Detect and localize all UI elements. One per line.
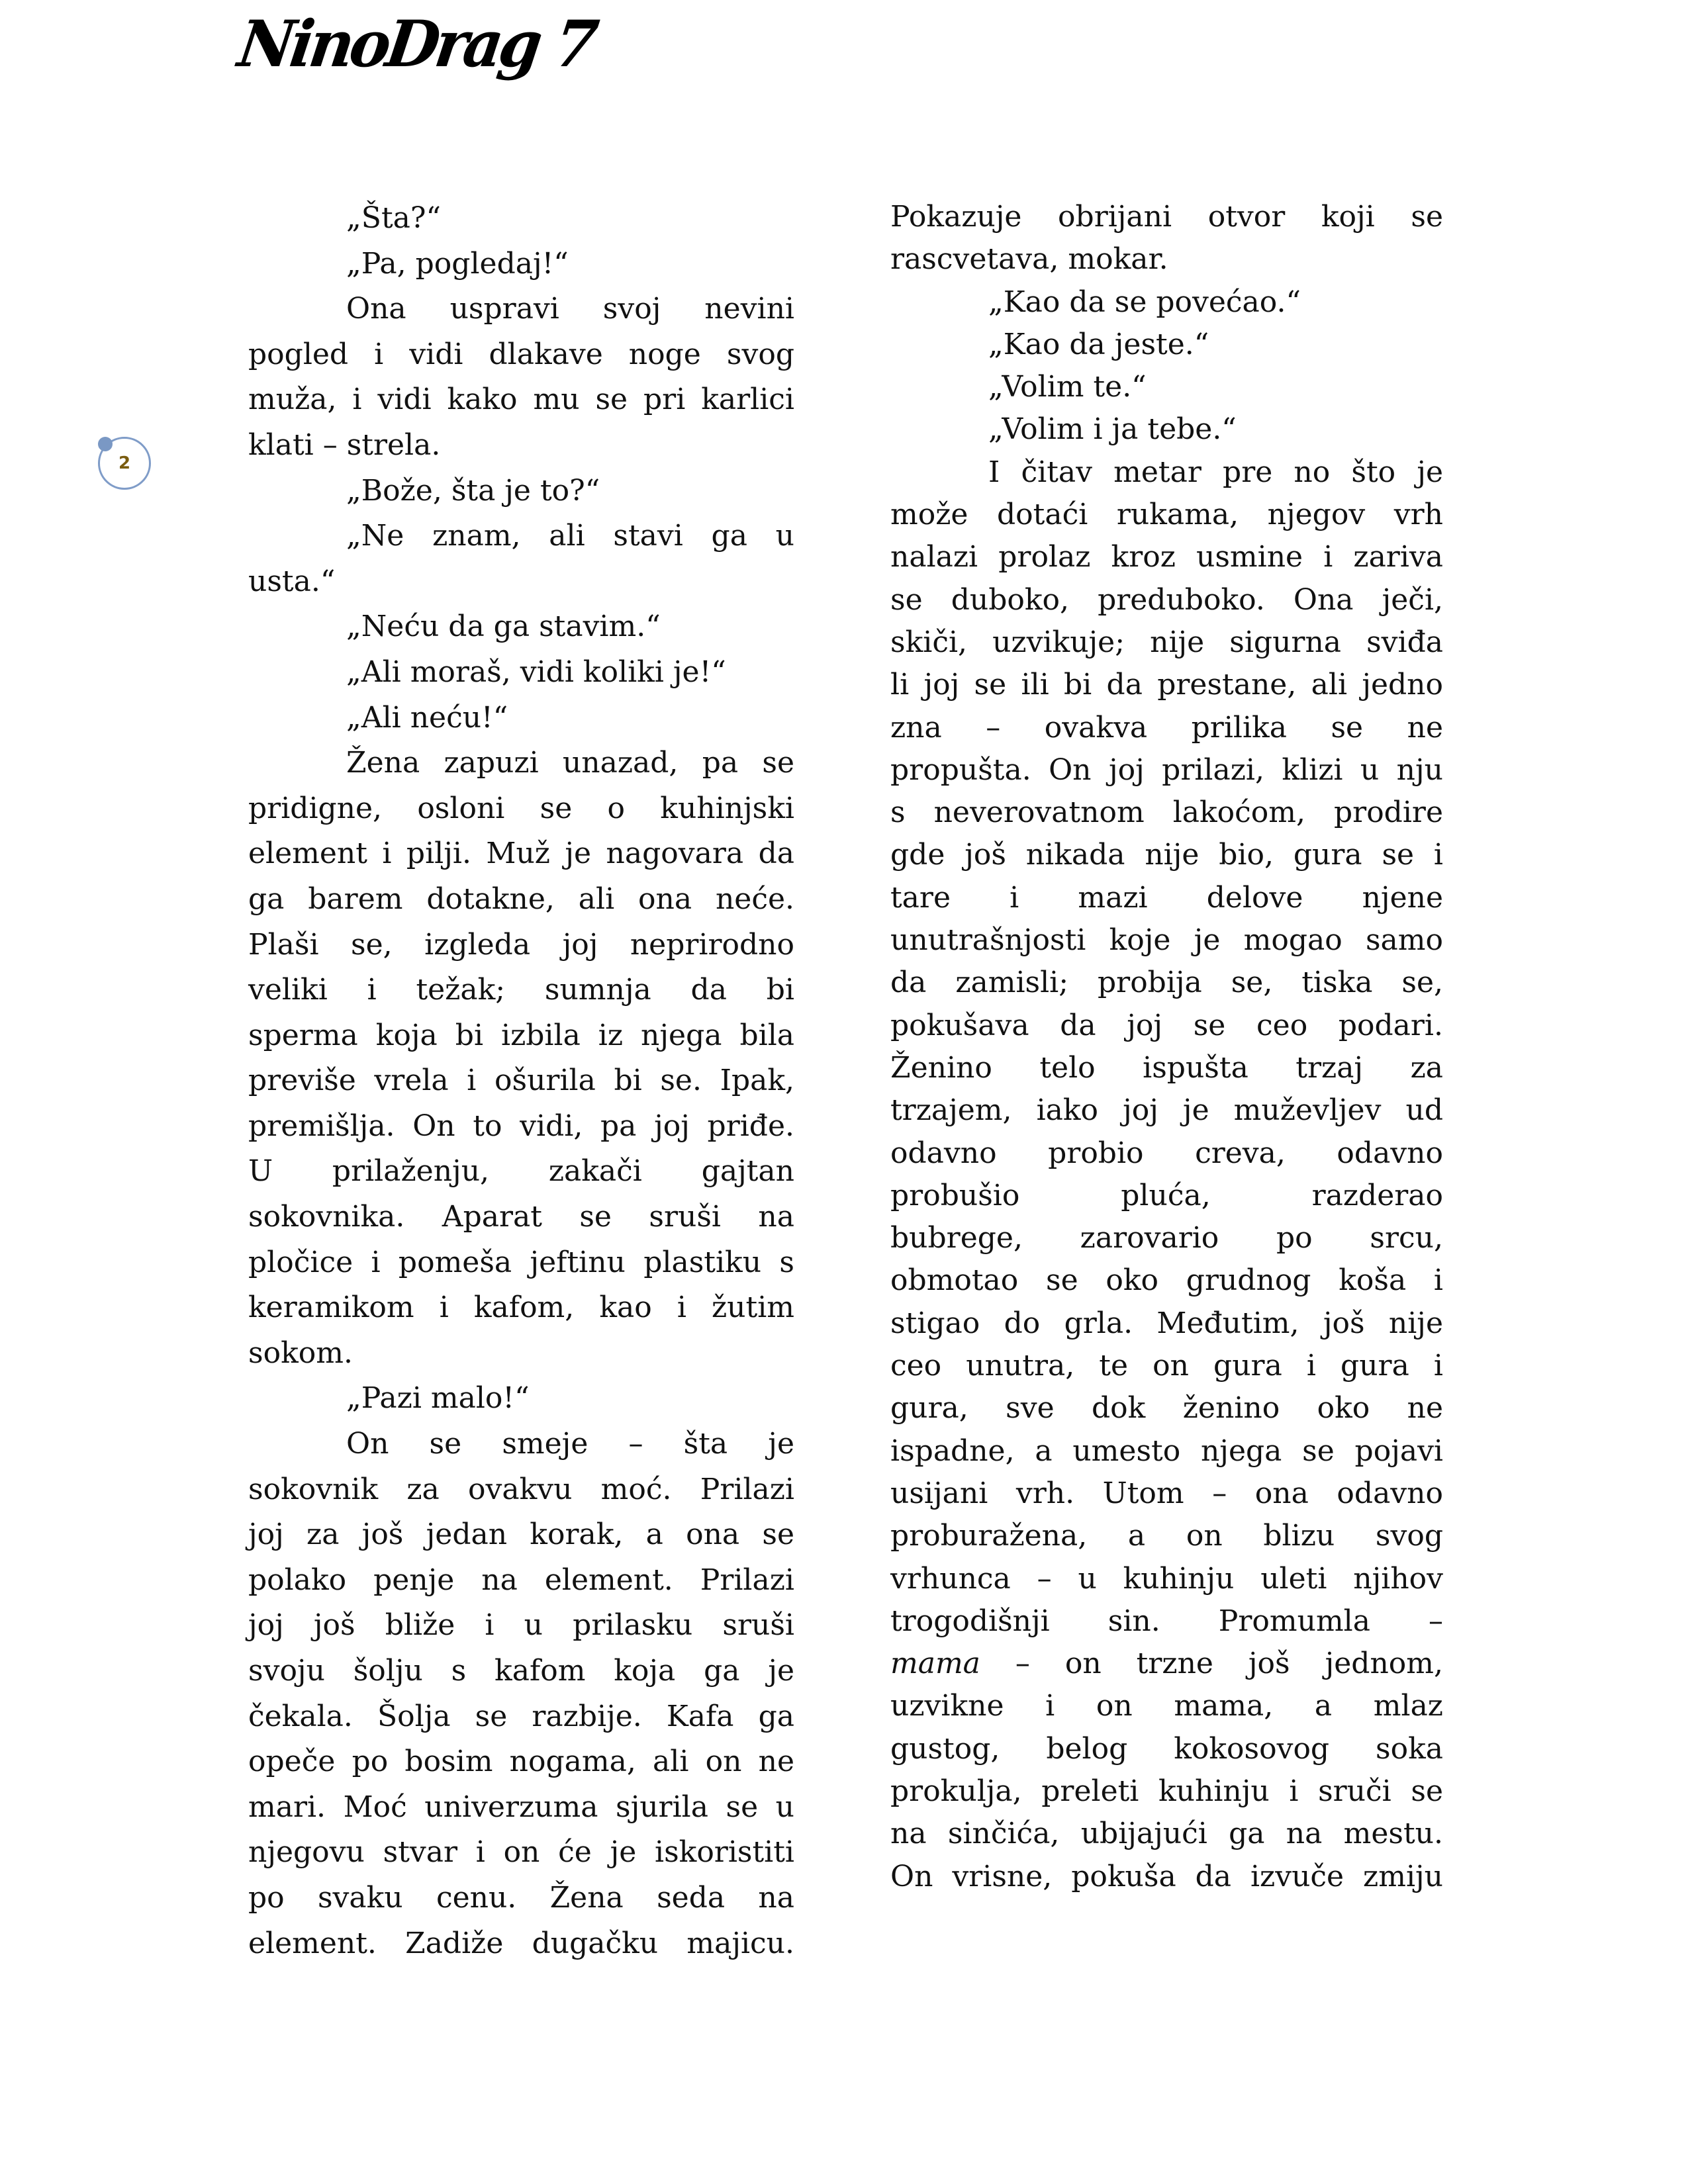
line-text: – on trzne još jednom, [980, 1647, 1443, 1681]
text-line: opeče po bosim nogama, ali on ne [248, 1745, 794, 1779]
text-line: Plaši se, izgleda joj neprirodno [248, 927, 794, 962]
text-line: njegovu stvar i on će je iskoristiti [248, 1835, 794, 1870]
author-signature: NinoDrag 7 [234, 6, 599, 81]
text-line: čekala. Šolja se razbije. Kafa ga [248, 1699, 794, 1733]
text-line: joj još bliže i u prilasku sruši [248, 1608, 794, 1643]
text-line: mari. Moć univerzuma sjurila se u [248, 1790, 794, 1824]
text-line: da zamisli; probija se, tiska se, [890, 966, 1443, 1000]
text-line: se duboko, preduboko. Ona ječi, [890, 582, 1443, 617]
text-line: pogled i vidi dlakave noge svog [248, 337, 794, 371]
text-line: trogodišnji sin. Promumla – [890, 1604, 1443, 1638]
text-line: veliki i težak; sumnja da bi [248, 973, 794, 1007]
text-line: sokovnika. Aparat se sruši na [248, 1200, 794, 1234]
text-line: usta.“ [248, 564, 336, 598]
text-line: „Bože, šta je to?“ [346, 473, 600, 508]
text-line: s neverovatnom lakoćom, prodire [890, 796, 1443, 830]
text-line: On se smeje – šta je [346, 1427, 794, 1461]
text-line: ceo unutra, te on gura i gura i [890, 1349, 1443, 1383]
text-line: element. Zadiže dugačku majicu. [248, 1926, 794, 1960]
text-line: stigao do grla. Međutim, još nije [890, 1306, 1443, 1340]
text-line: obmotao se oko grudnog koša i [890, 1263, 1443, 1298]
text-line: sokovnik za ovakvu moć. Prilazi [248, 1472, 794, 1506]
text-line: „Volim te.“ [988, 370, 1147, 404]
text-column-right [890, 196, 1443, 1898]
text-line: joj za još jedan korak, a ona se [248, 1518, 794, 1552]
text-line: „Ne znam, ali stavi ga u [346, 519, 794, 553]
text-line: odavno probio creva, odavno [890, 1136, 1443, 1170]
text-line: muža, i vidi kako mu se pri karlici [248, 383, 794, 417]
page-number: 2 [118, 453, 131, 473]
text-line: na sinčića, ubijajući ga na mestu. [890, 1817, 1443, 1851]
text-line: gustog, belog kokosovog soka [890, 1731, 1443, 1766]
text-line: U prilaženju, zakači gajtan [248, 1154, 794, 1189]
text-line: uzvikne i on mama, a mlaz [890, 1689, 1443, 1723]
text-line: po svaku cenu. Žena seda na [248, 1880, 794, 1915]
text-line: gura, sve dok ženino oko ne [890, 1391, 1443, 1426]
text-line: ga barem dotakne, ali ona neće. [248, 882, 794, 916]
text-line: vrhunca – u kuhinju uleti njihov [890, 1561, 1443, 1596]
text-line: Pokazuje obrijani otvor koji se [890, 200, 1443, 234]
text-line: keramikom i kafom, kao i žutim [248, 1291, 794, 1325]
text-line: premišlja. On to vidi, pa joj priđe. [248, 1109, 794, 1143]
text-line: „Ali neću!“ [346, 700, 508, 735]
text-line: polako penje na element. Prilazi [248, 1563, 794, 1597]
text-line: klati – strela. [248, 428, 441, 462]
text-line: propušta. On joj prilazi, klizi u nju [890, 752, 1443, 787]
text-line: I čitav metar pre no što je [988, 455, 1443, 489]
text-line: element i pilji. Muž je nagovara da [248, 837, 794, 871]
text-line: pokušava da joj se ceo podari. [890, 1008, 1443, 1042]
text-line: unutrašnjosti koje je mogao samo [890, 923, 1443, 958]
text-line: gde još nikada nije bio, gura se i [890, 838, 1443, 872]
text-line: rascvetava, mokar. [890, 242, 1168, 277]
text-line [890, 1643, 1443, 1685]
text-line: sokom. [248, 1336, 353, 1370]
text-line: svoju šolju s kafom koja ga je [248, 1654, 794, 1688]
text-column-left [248, 196, 794, 1966]
text-line: trzajem, iako joj je muževljev ud [890, 1093, 1443, 1128]
text-line: „Neću da ga stavim.“ [346, 610, 661, 644]
text-line: može dotaći rukama, njegov vrh [890, 498, 1443, 532]
italic-word: mama [890, 1647, 980, 1681]
text-line: Žena zapuzi unazad, pa se [346, 746, 794, 780]
text-line: „Volim i ja tebe.“ [988, 412, 1237, 447]
text-line: zna – ovakva prilika se ne [890, 710, 1443, 745]
text-line: „Ali moraš, vidi koliki je!“ [346, 655, 726, 689]
text-line: li joj se ili bi da prestane, ali jedno [890, 668, 1443, 702]
text-line: ispadne, a umesto njega se pojavi [890, 1433, 1443, 1468]
text-line: proburažena, a on blizu svog [890, 1519, 1443, 1553]
text-line: bubrege, zarovario po srcu, [890, 1221, 1443, 1255]
text-line: sperma koja bi izbila iz njega bila [248, 1018, 794, 1052]
text-line: „Šta?“ [346, 201, 441, 235]
text-line: Ženino telo ispušta trzaj za [890, 1050, 1443, 1085]
text-line: probušio pluća, razderao [890, 1178, 1443, 1212]
text-line: Ona uspravi svoj nevini [346, 292, 794, 326]
text-line: pridigne, osloni se o kuhinjski [248, 791, 794, 825]
text-line: pločice i pomeša jeftinu plastiku s [248, 1245, 794, 1279]
text-line: „Kao da jeste.“ [988, 327, 1209, 361]
text-line: previše vrela i ošurila bi se. Ipak, [248, 1064, 794, 1098]
text-line: skiči, uzvikuje; nije sigurna sviđa [890, 625, 1443, 659]
text-line: usijani vrh. Utom – ona odavno [890, 1476, 1443, 1510]
text-line: „Pazi malo!“ [346, 1381, 530, 1416]
page-number-badge [98, 437, 151, 490]
text-line: tare i mazi delove njene [890, 880, 1443, 915]
text-line: „Pa, pogledaj!“ [346, 246, 569, 281]
text-line: prokulja, preleti kuhinju i sruči se [890, 1774, 1443, 1808]
text-line: „Kao da se povećao.“ [988, 285, 1301, 319]
text-line: On vrisne, pokuša da izvuče zmiju [890, 1859, 1443, 1893]
text-line: nalazi prolaz kroz usmine i zariva [890, 540, 1443, 574]
